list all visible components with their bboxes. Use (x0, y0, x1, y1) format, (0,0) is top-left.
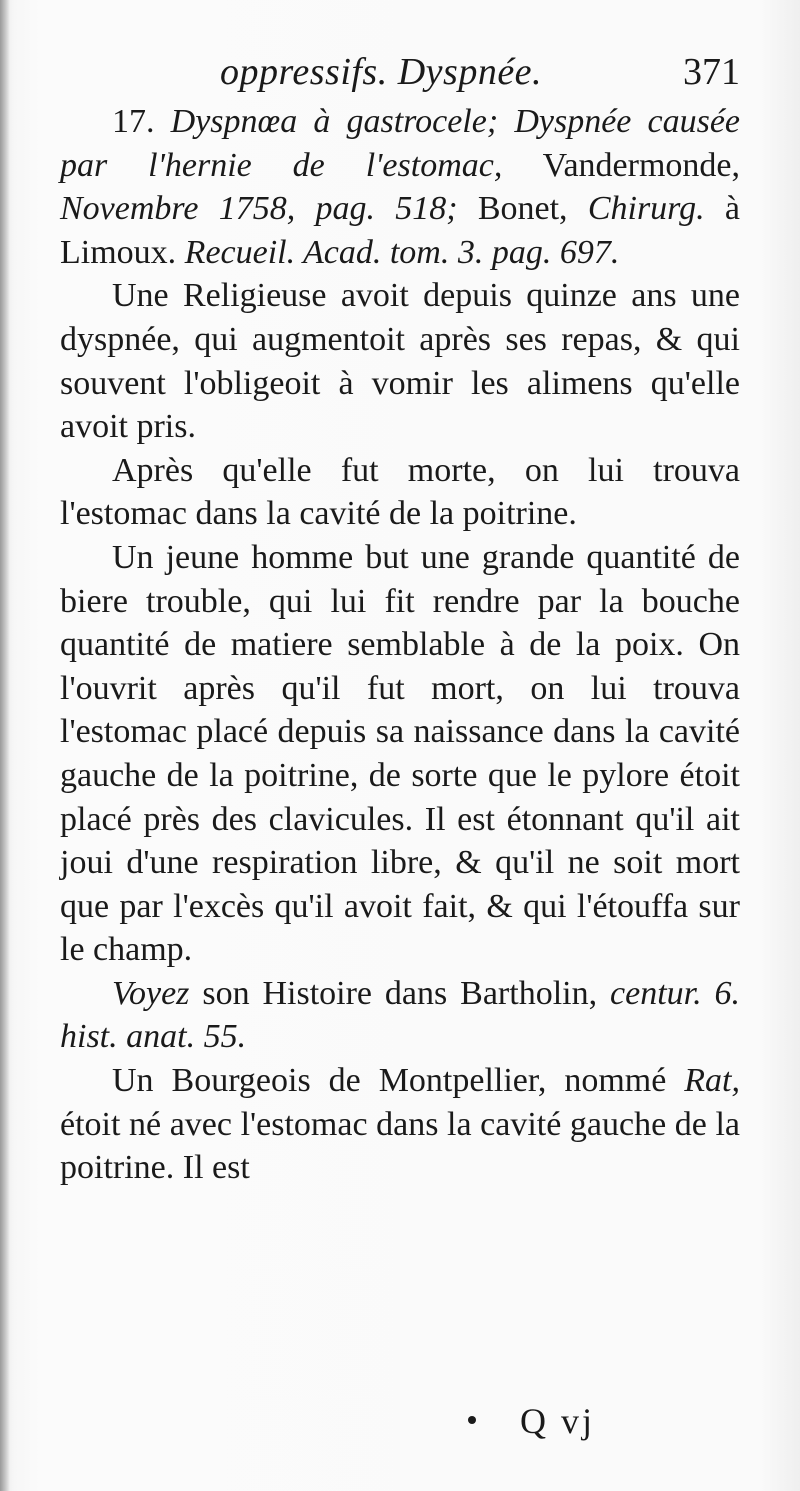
paragraph-religieuse: Une Religieuse avoit depuis quinze ans une dyspnée, qui augmentoit après ses repas, & qui souvent l'obligeoit à vomir les alimens qu'elle avoit pris. (60, 277, 740, 446)
ref2-author: Bonet, (477, 190, 568, 228)
page-number: 371 (683, 51, 740, 93)
ref2-place: à Limoux. (60, 190, 741, 271)
entry-number: 17. (112, 103, 155, 140)
paragraph-jeune-homme: Un jeune homme but une grande quantité de biere trouble, qui lui fit rendre par la bouche quantité de matiere semblable à de la poix. On l'ouvrit après qu'il fut mort, on lui trouva l'estomac placé depuis sa naissance dans la cavité gauche de la poitrine, de sorte que le pylore étoit placé près des clavicules. Il est étonnant qu'il ait joui d'une respiration libre, & qu'il ne soit mort que par l'excès qu'il avoit fait, & qui l'étouffa sur le champ. (60, 538, 740, 969)
ref1-date: Novembre 1758, pag. 518; (60, 190, 458, 228)
entry-title-latin: Dyspnœa à gastrocele; (170, 103, 499, 140)
ref2-source: Recueil. Acad. tom. 3. pag. 697. (184, 233, 620, 271)
printer-mark (468, 1416, 476, 1424)
paragraph-apres: Après qu'elle fut morte, on lui trouva l'estomac dans la cavité de la poitrine. (60, 451, 740, 533)
bourgeois-text: Un Bourgeois de Montpellier, nommé (112, 1062, 667, 1100)
page-header (60, 46, 750, 98)
bourgeois-name: Rat, (684, 1062, 740, 1100)
voyez-reference: centur. 6. hist. anat. 55. (60, 974, 741, 1056)
footer (60, 1396, 740, 1446)
signature-mark: Q vj (520, 1401, 595, 1441)
ref2-title: Chirurg. (587, 190, 705, 228)
voyez-word: Voyez (112, 974, 190, 1012)
running-head: oppressifs. Dyspnée. (220, 51, 543, 93)
entry-heading (60, 100, 740, 274)
paragraph-bourgeois (60, 1059, 740, 1190)
gutter-shadow (0, 0, 10, 1491)
bourgeois-rest: étoit né avec l'estomac dans la cavité gauche de la poitrine. Il est (60, 1105, 740, 1187)
entry-title-french: Dyspnée causée par l'hernie de l'estomac, (60, 103, 741, 184)
ref1-author: Vandermonde, (542, 146, 740, 184)
page-body (60, 100, 740, 1190)
paragraph-voyez (60, 972, 740, 1059)
voyez-text: son Histoire dans Bartholin, (202, 974, 598, 1012)
